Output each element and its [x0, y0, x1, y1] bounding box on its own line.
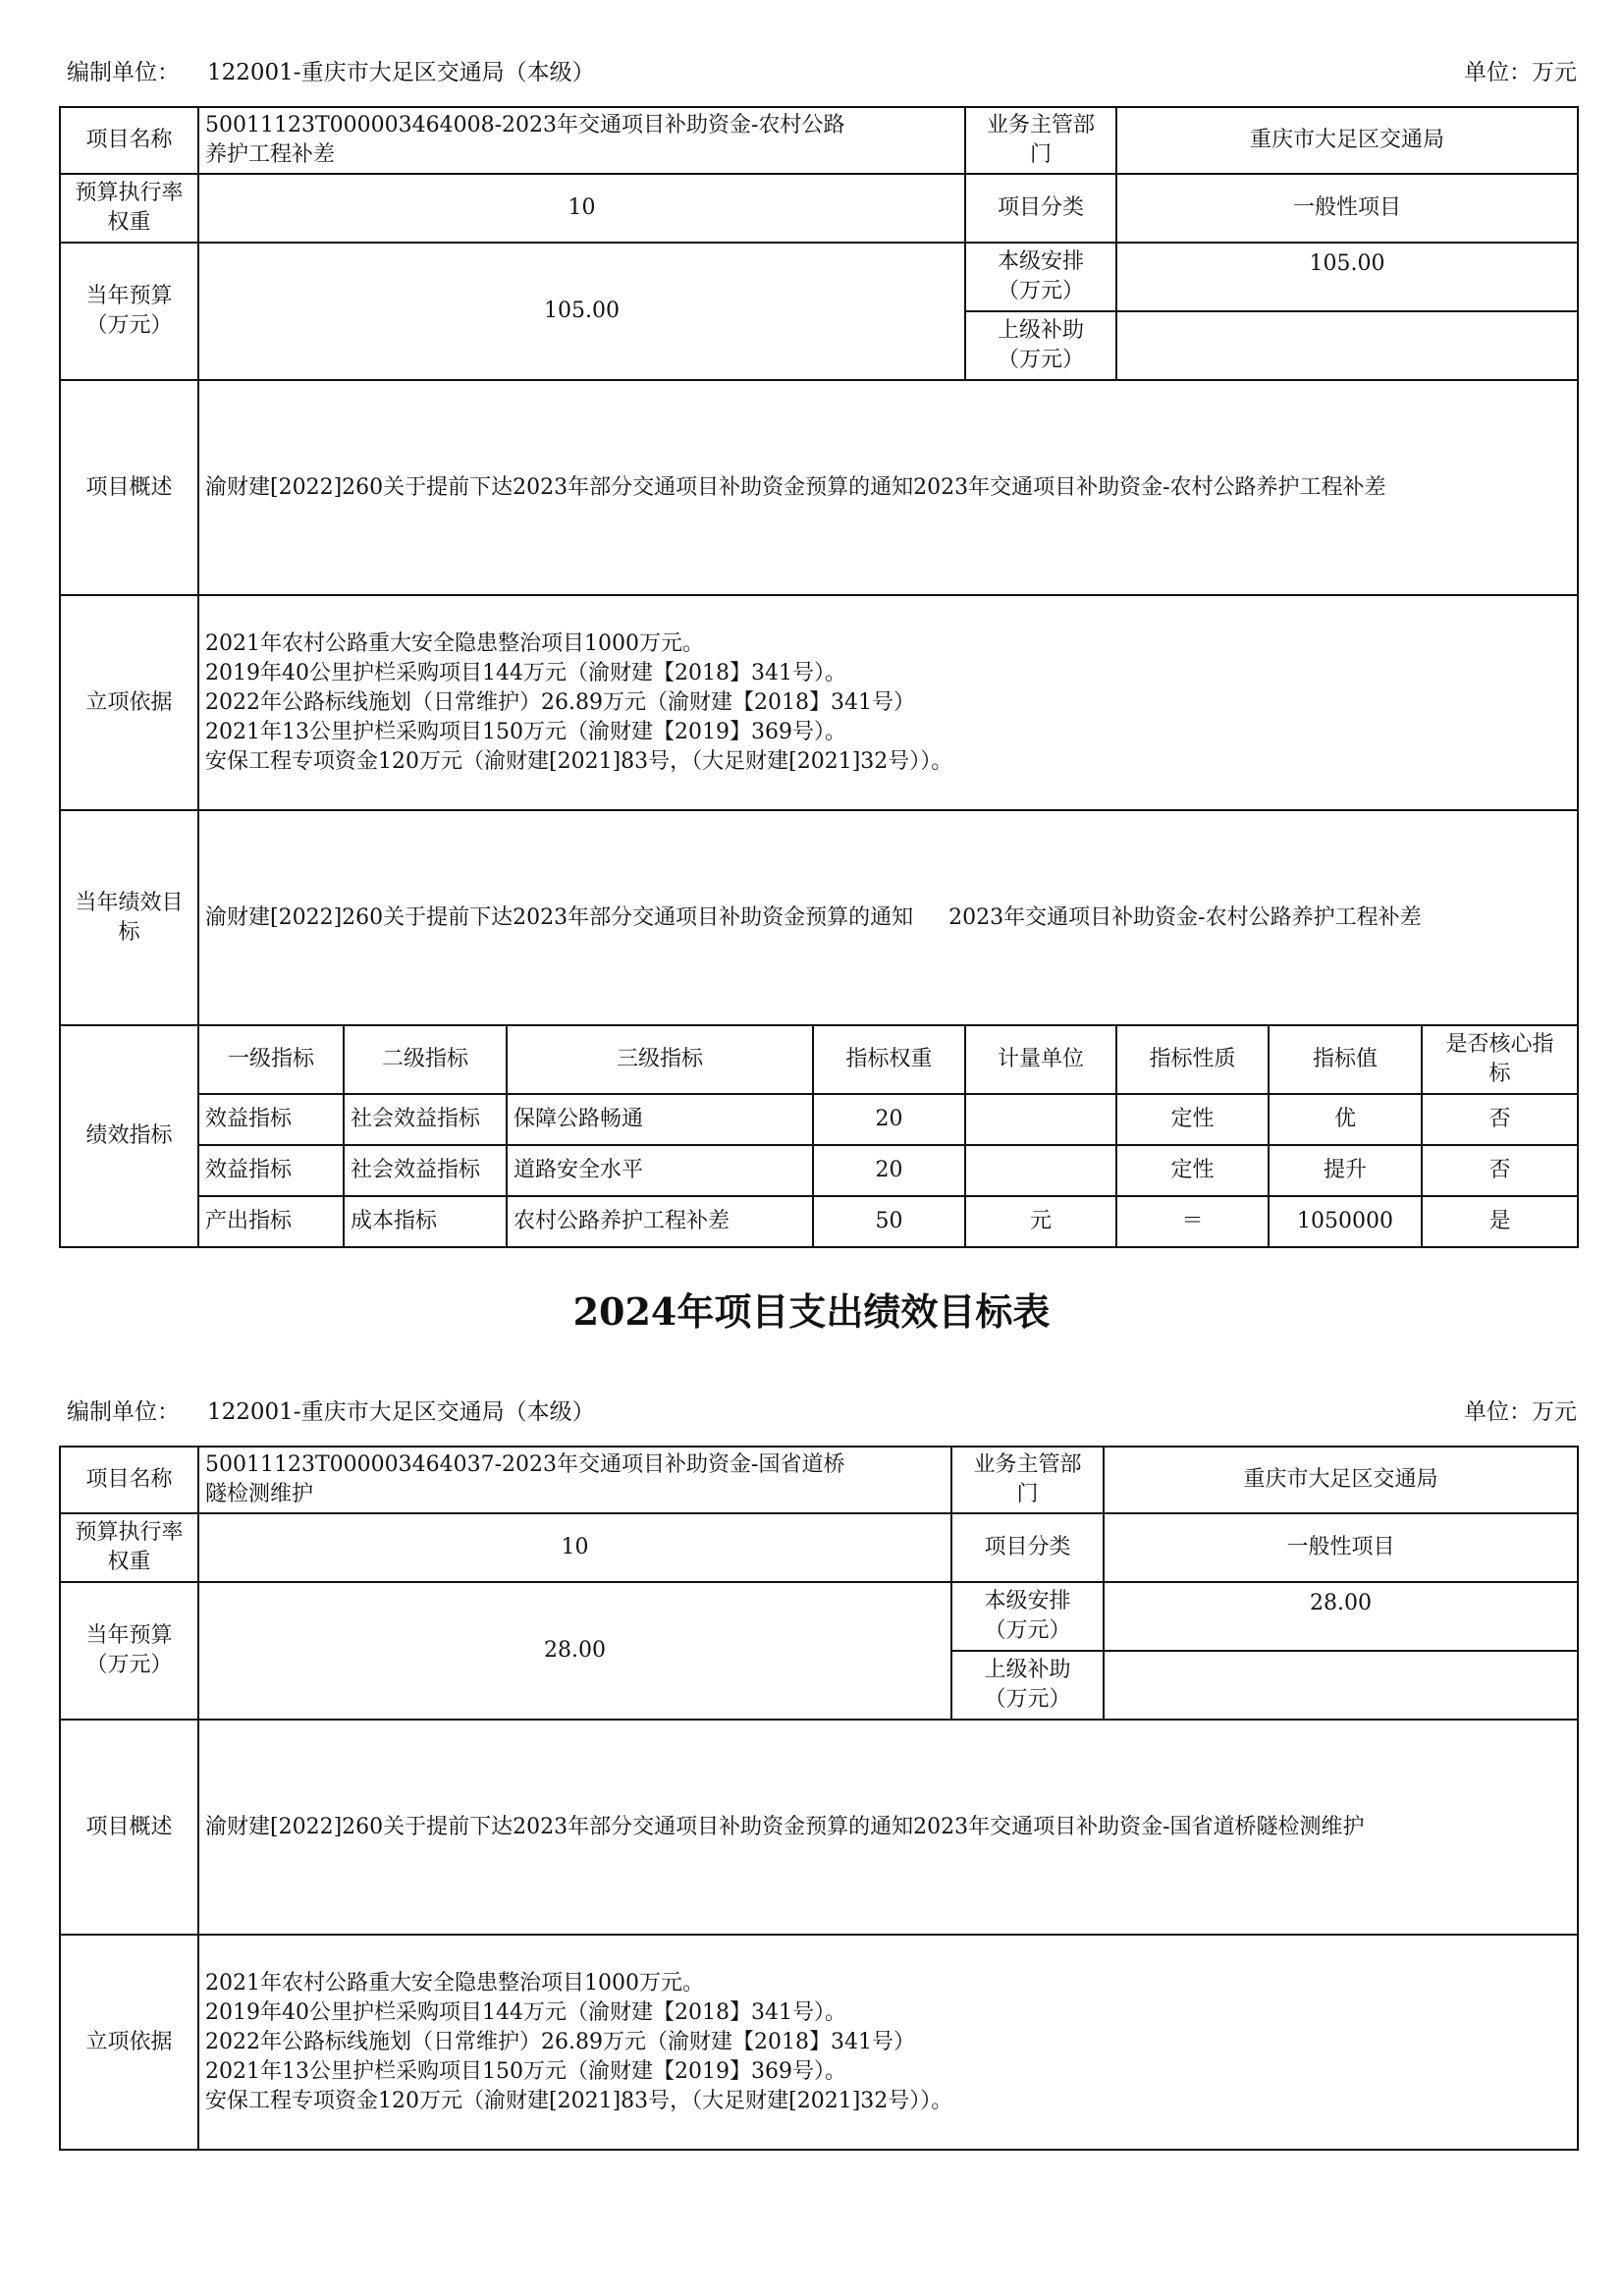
- indicator-header: 计量单位: [965, 1025, 1116, 1094]
- weight-value: 10: [198, 1513, 951, 1582]
- project-name-label: 项目名称: [60, 107, 198, 174]
- indicator-header: 是否核心指 标: [1422, 1025, 1578, 1094]
- basis-label: 立项依据: [60, 595, 198, 810]
- category-label: 项目分类: [965, 174, 1116, 243]
- indicator-header: 一级指标: [198, 1025, 344, 1094]
- basis-line: 2022年公路标线施划（日常维护）26.89万元（渝财建【2018】341号）: [205, 2029, 915, 2054]
- overview-label: 项目概述: [60, 1720, 198, 1935]
- basis-line: 2021年13公里护栏采购项目150万元（渝财建【2019】369号）。: [205, 2058, 846, 2084]
- form2-table: [59, 1446, 1579, 2151]
- dept-value: 重庆市大足区交通局: [1116, 107, 1578, 174]
- form1-table: [59, 106, 1579, 1248]
- indicator-header: 指标权重: [813, 1025, 965, 1094]
- category-value: 一般性项目: [1116, 174, 1578, 243]
- upper-subsidy-value: [1116, 311, 1578, 380]
- category-value: 一般性项目: [1104, 1513, 1578, 1582]
- upper-subsidy-value: [1104, 1651, 1578, 1720]
- indicator-header: 指标性质: [1116, 1025, 1269, 1094]
- org-value: 122001-重庆市大足区交通局（本级）: [207, 1399, 595, 1425]
- goal-text: 渝财建[2022]260关于提前下达2023年部分交通项目补助资金预算的通知 2023年交通项目补助资金-农村公路养护工程补差: [198, 810, 1578, 1025]
- basis-line: 安保工程专项资金120万元（渝财建[2021]83号，（大足财建[2021]32号））。: [205, 748, 953, 774]
- weight-value: 10: [198, 174, 965, 243]
- dept-value: 重庆市大足区交通局: [1104, 1447, 1578, 1513]
- basis-line: 2022年公路标线施划（日常维护）26.89万元（渝财建【2018】341号）: [205, 689, 915, 715]
- table-row: 产出指标 成本指标 农村公路养护工程补差 50 元 ＝ 1050000 是: [60, 1196, 1578, 1247]
- budget-label: 当年预算 （万元）: [60, 243, 198, 380]
- table-row: 效益指标 社会效益指标 道路安全水平 20 定性 提升 否: [60, 1145, 1578, 1196]
- budget-value: 105.00: [198, 243, 965, 380]
- indicator-header: 三级指标: [507, 1025, 813, 1094]
- form2-header-line: [67, 1393, 1577, 1432]
- basis-line: 安保工程专项资金120万元（渝财建[2021]83号，（大足财建[2021]32号））。: [205, 2088, 953, 2113]
- basis-text: [198, 595, 1578, 810]
- local-budget-value: 105.00: [1116, 243, 1578, 311]
- weight-label: 预算执行率 权重: [60, 1513, 198, 1582]
- upper-subsidy-label: 上级补助 （万元）: [965, 311, 1116, 380]
- unit-label: 单位：万元: [1464, 1399, 1577, 1425]
- category-label: 项目分类: [951, 1513, 1104, 1582]
- overview-text: 渝财建[2022]260关于提前下达2023年部分交通项目补助资金预算的通知2023年交通项目补助资金-国省道桥隧检测维护: [198, 1720, 1578, 1935]
- page-title: 2024年项目支出绩效目标表: [572, 1289, 1051, 1334]
- table-row: 效益指标 社会效益指标 保障公路畅通 20 定性 优 否: [60, 1094, 1578, 1145]
- basis-line: 2021年农村公路重大安全隐患整治项目1000万元。: [205, 630, 704, 656]
- local-budget-value: 28.00: [1104, 1582, 1578, 1651]
- dept-label: 业务主管部 门: [951, 1447, 1104, 1513]
- project-name-label: 项目名称: [60, 1447, 198, 1513]
- org-label: 编制单位：: [67, 60, 180, 85]
- budget-label: 当年预算 （万元）: [60, 1582, 198, 1720]
- project-name-value: 50011123T000003464008-2023年交通项目补助资金-农村公路 养护工程补差: [198, 107, 965, 174]
- basis-text: [198, 1935, 1578, 2150]
- upper-subsidy-label: 上级补助 （万元）: [951, 1651, 1104, 1720]
- unit-label: 单位：万元: [1464, 60, 1577, 85]
- basis-line: 2019年40公里护栏采购项目144万元（渝财建【2018】341号）。: [205, 660, 846, 685]
- indicator-header: 二级指标: [344, 1025, 507, 1094]
- org-label: 编制单位：: [67, 1399, 180, 1425]
- overview-label: 项目概述: [60, 380, 198, 595]
- indicator-label: 绩效指标: [60, 1025, 198, 1247]
- budget-value: 28.00: [198, 1582, 951, 1720]
- basis-line: 2021年13公里护栏采购项目150万元（渝财建【2019】369号）。: [205, 719, 846, 744]
- local-budget-label: 本级安排 （万元）: [965, 243, 1116, 311]
- basis-label: 立项依据: [60, 1935, 198, 2150]
- indicator-header: 指标值: [1269, 1025, 1422, 1094]
- form1-header-line: [67, 53, 1577, 92]
- weight-label: 预算执行率 权重: [60, 174, 198, 243]
- project-name-value: 50011123T000003464037-2023年交通项目补助资金-国省道桥 隧检测维护: [198, 1447, 951, 1513]
- org-value: 122001-重庆市大足区交通局（本级）: [207, 60, 595, 85]
- overview-text: 渝财建[2022]260关于提前下达2023年部分交通项目补助资金预算的通知2023年交通项目补助资金-农村公路养护工程补差: [198, 380, 1578, 595]
- goal-label: 当年绩效目 标: [60, 810, 198, 1025]
- org-info: [67, 53, 595, 92]
- org-info: [67, 1393, 595, 1432]
- basis-line: 2021年农村公路重大安全隐患整治项目1000万元。: [205, 1970, 704, 1995]
- basis-line: 2019年40公里护栏采购项目144万元（渝财建【2018】341号）。: [205, 1999, 846, 2025]
- local-budget-label: 本级安排 （万元）: [951, 1582, 1104, 1651]
- dept-label: 业务主管部 门: [965, 107, 1116, 174]
